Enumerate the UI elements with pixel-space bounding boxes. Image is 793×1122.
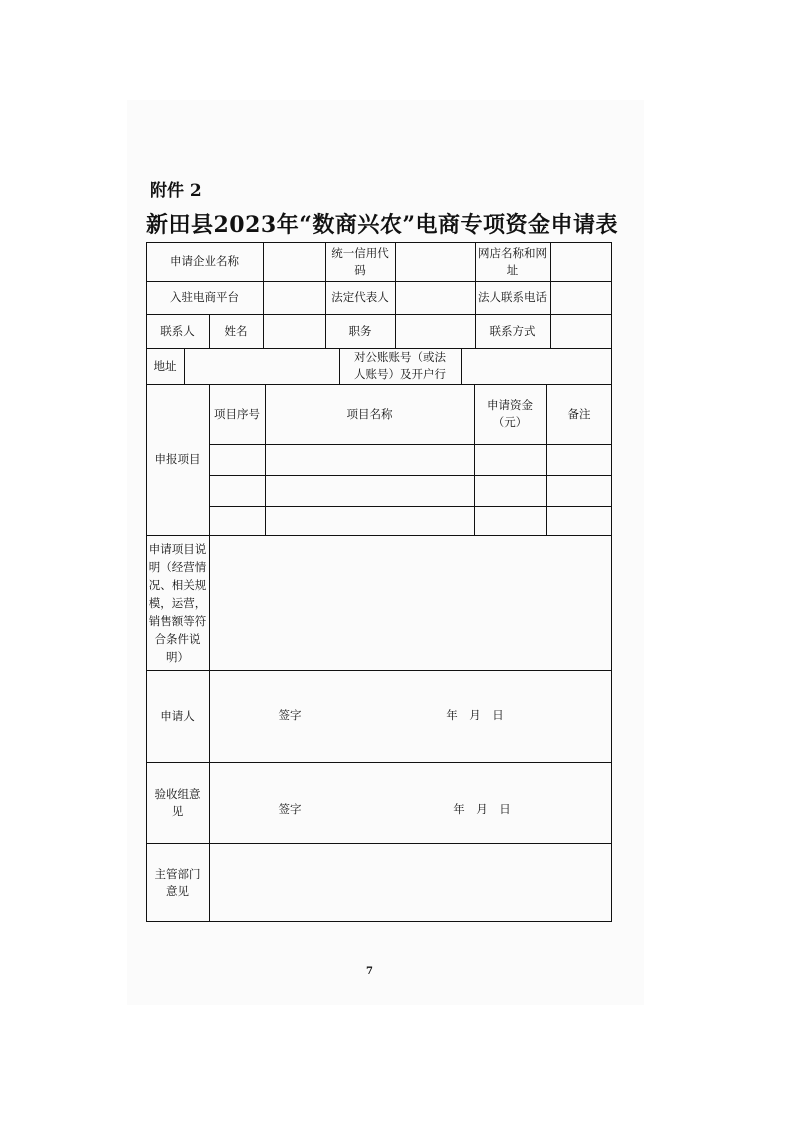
position-field[interactable] — [395, 314, 475, 348]
account-field[interactable] — [461, 348, 612, 384]
shop-name-field[interactable] — [550, 242, 612, 281]
company-name-field[interactable] — [263, 242, 325, 281]
applicant-label: 申请人 — [160, 708, 195, 723]
acceptance-signature-label: 签字 — [278, 801, 302, 816]
department-field[interactable] — [209, 843, 612, 922]
project-col-amount: 申请资金（元） — [487, 398, 533, 429]
form-title: 新田县2023年“数商兴农”电商专项资金申请表 — [146, 212, 619, 238]
legal-rep-field[interactable] — [395, 281, 475, 314]
account-label: 对公账账号（或法人账号）及开户行 — [354, 350, 446, 381]
project-col-remarks: 备注 — [567, 406, 591, 421]
project-row-1-name[interactable] — [265, 444, 474, 475]
grid-line — [146, 670, 612, 671]
project-row-2-number[interactable] — [209, 475, 265, 506]
project-row-1-number[interactable] — [209, 444, 265, 475]
project-col-name: 项目名称 — [346, 406, 393, 421]
project-row-3-name[interactable] — [265, 506, 474, 535]
project-row-1-amount[interactable] — [474, 444, 546, 475]
contact-method-field[interactable] — [550, 314, 612, 348]
contact-label: 联系人 — [160, 323, 195, 338]
platform-field[interactable] — [263, 281, 325, 314]
name-label: 姓名 — [224, 323, 248, 338]
attachment-label: 附件 2 — [150, 181, 202, 201]
grid-line — [146, 762, 612, 763]
credit-code-label: 统一信用代码 — [331, 245, 389, 277]
description-field[interactable] — [209, 535, 612, 670]
credit-code-field[interactable] — [395, 242, 475, 281]
contact-method-label: 联系方式 — [489, 323, 536, 338]
address-label: 地址 — [153, 358, 177, 373]
platform-label: 入驻电商平台 — [170, 290, 239, 304]
project-row-3-remarks[interactable] — [546, 506, 612, 535]
department-label: 主管部门意见 — [154, 866, 201, 898]
page-number: 7 — [366, 966, 373, 977]
project-row-2-amount[interactable] — [474, 475, 546, 506]
contact-name-field[interactable] — [263, 314, 325, 348]
address-field[interactable] — [184, 348, 339, 384]
applicant-signature-label: 签字 — [278, 707, 302, 722]
legal-rep-label: 法定代表人 — [331, 290, 389, 304]
legal-phone-field[interactable] — [550, 281, 612, 314]
project-row-1-remarks[interactable] — [546, 444, 612, 475]
position-label: 职务 — [348, 323, 372, 338]
applicant-date-label: 年 月 日 — [446, 707, 504, 722]
legal-phone-label: 法人联系电话 — [478, 290, 547, 304]
acceptance-label: 验收组意见 — [154, 786, 201, 818]
project-row-3-amount[interactable] — [474, 506, 546, 535]
project-section-label: 申报项目 — [154, 452, 201, 466]
shop-name-label: 网店名称和网址 — [478, 245, 547, 277]
company-name-label: 申请企业名称 — [170, 254, 239, 268]
project-row-3-number[interactable] — [209, 506, 265, 535]
acceptance-date-label: 年 月 日 — [453, 801, 511, 816]
project-row-2-name[interactable] — [265, 475, 474, 506]
project-col-number: 项目序号 — [214, 406, 260, 421]
description-label: 申请项目说明（经营情况、相关规模，运营，销售额等符合条件说明） — [148, 541, 207, 664]
project-row-2-remarks[interactable] — [546, 475, 612, 506]
